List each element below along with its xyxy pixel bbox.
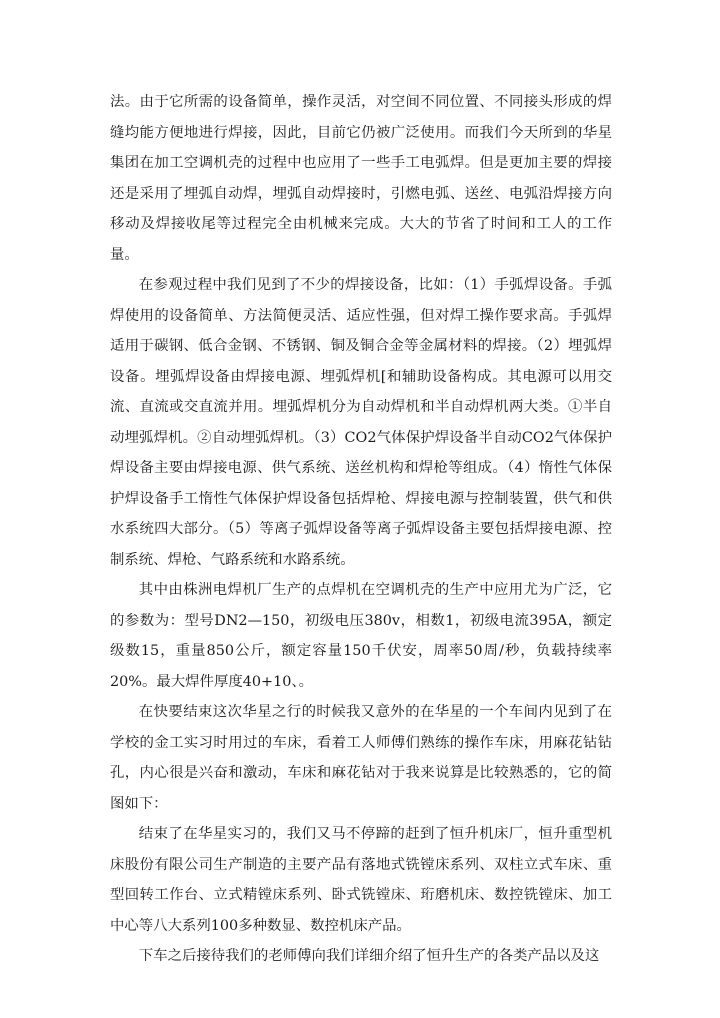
body-text <box>110 87 612 972</box>
paragraph-spot-welder-parameters: 其中由株洲电焊机厂生产的点焊机在空调机壳的生产中应用尤为广泛，它的参数为：型号DN2—150，初级电压380v，相数1，初级电流395A，额定级数15，重量850公斤，额定容量150千伏安，周率50周/秒，负载持续率20%。最大焊件厚度40+10、。 <box>110 582 612 690</box>
paragraph-lathe-encounter: 在快要结束这次华星之行的时候我又意外的在华星的一个车间内见到了在学校的金工实习时用过的车床，看着工人师傅们熟练的操作车床，用麻花钻钻孔，内心很是兴奋和激动，车床和麻花钻对于我来说算是比较熟悉的，它的简图如下： <box>110 704 612 812</box>
paragraph-hengsheng-factory: 结束了在华星实习的，我们又马不停蹄的赶到了恒升机床厂，恒升重型机床股份有限公司生产制造的主要产品有落地式铣镗床系列、双柱立式车床、重型回转工作台、立式精镗床系列、卧式铣镗床、珩磨机床、数控铣镗床、加工中心等八大系列100多种数显、数控机床产品。 <box>110 826 612 934</box>
paragraph-welding-equipment: 在参观过程中我们见到了不少的焊接设备，比如：（1）手弧焊设备。手弧焊使用的设备简单、方法简便灵活、适应性强，但对焊工操作要求高。手弧焊适用于碳钢、低合金钢、不锈钢、铜及铜合金等金属材料的焊接。（2）埋弧焊设备。埋弧焊设备由焊接电源、埋弧焊机[和辅助设备构成。其电源可以用交流、直流或交直流并用。埋弧焊机分为自动焊机和半自动焊机两大类。①半自动埋弧焊机。②自动埋弧焊机。（3）CO2气体保护焊设备半自动CO2气体保护焊设备主要由焊接电源、供气系统、送丝机构和焊枪等组成。（4）惰性气体保护焊设备手工惰性气体保护焊设备包括焊枪、焊接电源与控制装置，供气和供水系统四大部分。（5）等离子弧焊设备等离子弧焊设备主要包括焊接电源、控制系统、焊枪、气路系统和水路系统。 <box>110 277 612 568</box>
paragraph-welding-methods: 法。由于它所需的设备简单，操作灵活，对空间不同位置、不同接头形成的焊缝均能方便地进行焊接，因此，目前它仍被广泛使用。而我们今天所到的华星集团在加工空调机壳的过程中也应用了一些手工电弧焊。但是更加主要的焊接还是采用了埋弧自动焊，埋弧自动焊接时，引燃电弧、送丝、电弧沿焊接方向移动及焊接收尾等过程完全由机械来完成。大大的节省了时间和工人的工作量。 <box>110 94 612 263</box>
paragraph-introduction: 下车之后接待我们的老师傅向我们详细介绍了恒升生产的各类产品以及这 <box>138 948 600 964</box>
